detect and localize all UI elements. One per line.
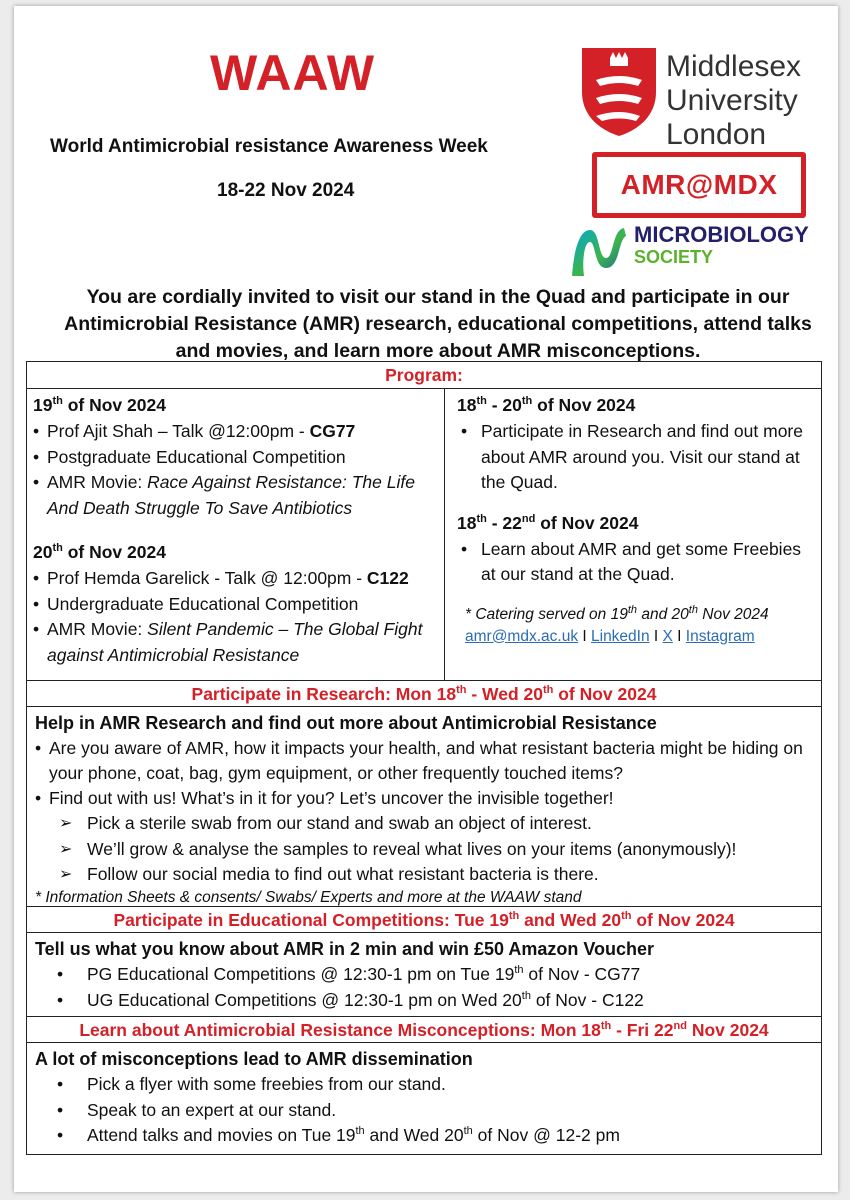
email-link[interactable]: amr@mdx.ac.uk <box>465 627 579 645</box>
event-subtitle: World Antimicrobial resistance Awareness Week <box>50 136 488 157</box>
list-item: • Undergraduate Educational Competition <box>33 592 438 618</box>
instagram-link[interactable]: Instagram <box>685 627 755 645</box>
x-link[interactable]: X <box>662 627 673 645</box>
list-item: • Pick a flyer with some freebies from our stand. <box>57 1072 813 1098</box>
research-section <box>27 706 821 906</box>
microbiology-society-logo <box>568 218 824 282</box>
misconceptions-title: A lot of misconceptions lead to AMR dissemination <box>35 1049 473 1069</box>
day-heading-19-nov: 19th of Nov 2024 <box>33 395 166 415</box>
competitions-title: Tell us what you know about AMR in 2 min and win £50 Amazon Voucher <box>35 939 655 959</box>
list-item: ➢ Follow our social media to find out what resistant bacteria is there. <box>59 862 813 888</box>
competitions-header: Participate in Educational Competitions: Tue 19th and Wed 20th of Nov 2024 <box>27 906 821 932</box>
amr-mdx-badge: AMR@MDX <box>592 152 806 218</box>
list-item: • Participate in Research and find out more about AMR around you. Visit our stand at the Quad. <box>457 419 815 496</box>
linkedin-link[interactable]: LinkedIn <box>591 627 650 645</box>
program-left-column <box>27 389 445 680</box>
waaw-title: WAAW <box>210 45 376 101</box>
day-range-heading-18-22: 18th - 22nd of Nov 2024 <box>457 512 639 533</box>
day-heading-20-nov: 20th of Nov 2024 <box>33 542 166 562</box>
catering-note: * Catering served on 19th and 20th Nov 2024 <box>465 603 769 623</box>
list-item: • PG Educational Competitions @ 12:30-1 pm on Tue 19th of Nov - CG77 <box>57 962 813 988</box>
misconceptions-header: Learn about Antimicrobial Resistance Misconceptions: Mon 18th - Fri 22nd Nov 2024 <box>27 1016 821 1042</box>
list-item: ➢ Pick a sterile swab from our stand and swab an object of interest. <box>59 811 813 837</box>
event-dates: 18-22 Nov 2024 <box>217 180 355 201</box>
list-item: • Learn about AMR and get some Freebies at our stand at the Quad. <box>457 537 815 588</box>
research-title: Help in AMR Research and find out more about Antimicrobial Resistance <box>35 713 657 733</box>
list-item: • Attend talks and movies on Tue 19th and Wed 20th of Nov @ 12-2 pm <box>57 1123 813 1149</box>
list-item: • Find out with us! What’s in it for you? Let’s uncover the invisible together! <box>35 786 813 811</box>
program-header: Program: <box>385 365 463 385</box>
research-footnote: * Information Sheets & consents/ Swabs/ Experts and more at the WAAW stand <box>35 888 582 906</box>
misconceptions-section <box>27 1042 821 1154</box>
list-item: • Speak to an expert at our stand. <box>57 1098 813 1124</box>
list-item: • AMR Movie: Race Against Resistance: The Life And Death Struggle To Save Antibiotics <box>33 470 438 521</box>
contact-links: amr@mdx.ac.uk I LinkedIn I X I Instagram <box>465 627 755 645</box>
list-item: ➢ We’ll grow & analyse the samples to reveal what lives on your items (anonymously)! <box>59 837 813 863</box>
competitions-section <box>27 932 821 1016</box>
list-item: • Prof Ajit Shah – Talk @12:00pm - CG77 <box>33 419 438 445</box>
university-name: Middlesex University London <box>666 50 802 151</box>
list-item: • Are you aware of AMR, how it impacts your health, and what resistant bacteria might be hiding on your phone, coat, bag, gym equipment, or other frequently touched items? <box>35 736 813 786</box>
program-right-column <box>445 389 821 680</box>
microbiology-m-icon <box>568 218 630 280</box>
middlesex-university-logo <box>580 46 820 151</box>
program-table <box>26 361 822 1155</box>
list-item: • Prof Hemda Garelick - Talk @ 12:00pm - C122 <box>33 566 438 592</box>
list-item: • Postgraduate Educational Competition <box>33 445 438 471</box>
research-header: Participate in Research: Mon 18th - Wed 20th of Nov 2024 <box>27 680 821 706</box>
invitation-text: You are cordially invited to visit our stand in the Quad and participate in our Antimicrobial Resistance (AMR) research, educational competitions, attend talks and movies, and learn more about AMR misconceptions. <box>64 286 812 362</box>
microbiology-society-name: MICROBIOLOGY SOCIETY <box>634 222 809 267</box>
university-shield-icon <box>580 46 658 138</box>
program-columns <box>27 388 821 680</box>
day-range-heading-18-20: 18th - 20th of Nov 2024 <box>457 395 636 415</box>
list-item: • UG Educational Competitions @ 12:30-1 pm on Wed 20th of Nov - C122 <box>57 988 813 1014</box>
list-item: • AMR Movie: Silent Pandemic – The Global Fight against Antimicrobial Resistance <box>33 617 438 668</box>
